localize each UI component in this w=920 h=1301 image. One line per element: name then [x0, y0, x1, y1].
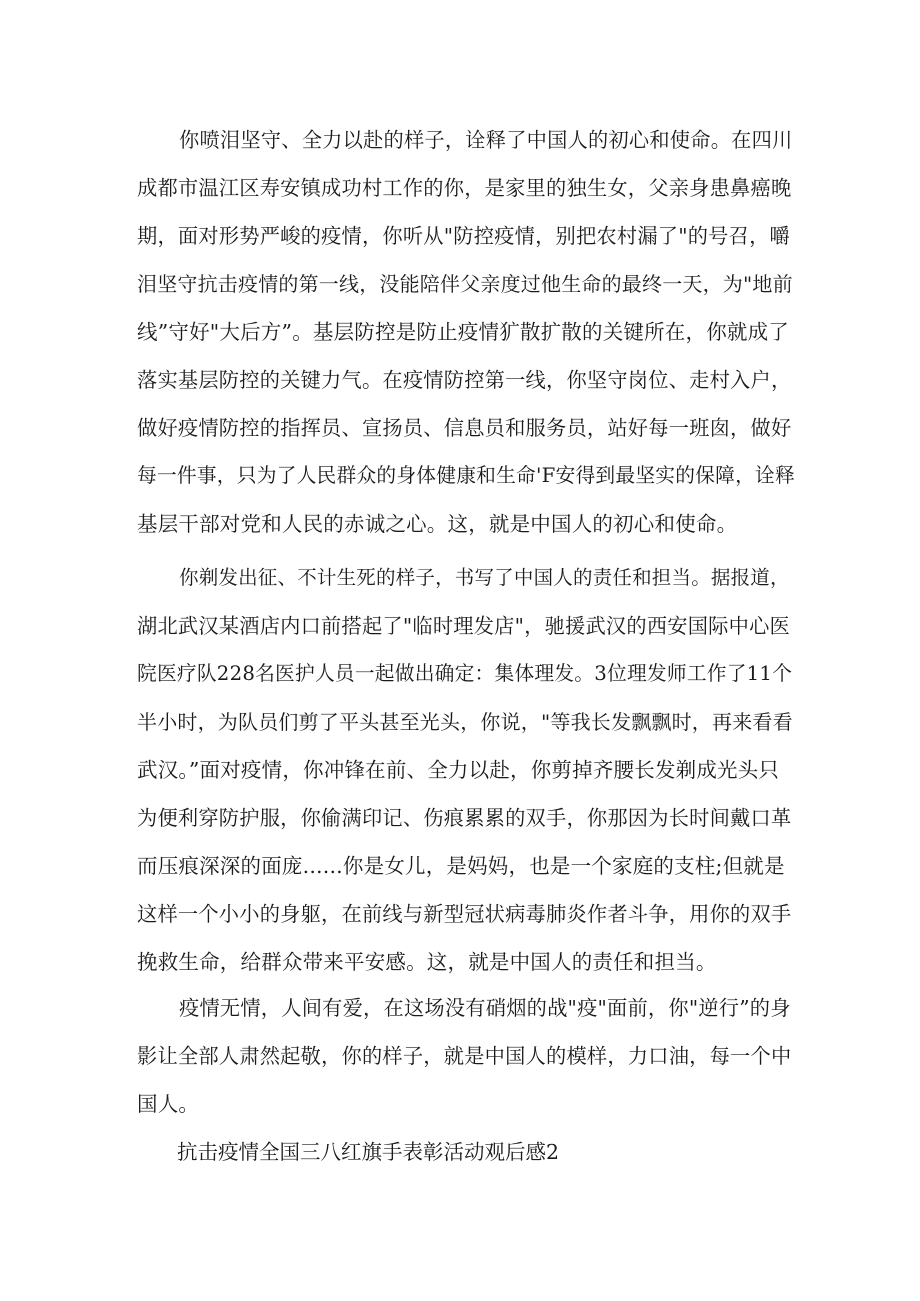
paragraph-1-line: 期，面对形势严峻的疫情，你听从"防控疫情，别把农村漏了"的号召，嚼 — [137, 224, 790, 248]
paragraph-3 — [137, 984, 797, 1128]
paragraph-1-line: 每一件事，只为了人民群众的身体健康和生命'F安得到最坚实的保障，诠释 — [137, 464, 795, 487]
paragraph-3-line: 国人。 — [137, 1092, 200, 1116]
paragraph-2-line: 你剃发出征、不计生死的样子，书写了中国人的责任和担当。据报道， — [179, 566, 790, 589]
paragraph-3-line: 疫情无情，人间有爱，在这场没有硝烟的战"疫"面前，你"逆行”的身 — [179, 996, 791, 1020]
paragraph-2 — [137, 554, 797, 986]
paragraph-2-line: 半小时，为队员们剪了平头甚至光头，你说，"等我长发飘飘时，再来看看 — [137, 710, 793, 734]
paragraph-1-line: 你喷泪坚守、全力以赴的样子，诠释了中国人的初心和使命。在四川 — [179, 128, 793, 152]
paragraph-1-line: 成都市温江区寿安镇成功村工作的你，是家里的独生女，父亲身患鼻癌晚 — [137, 176, 792, 200]
paragraph-3-line: 影让全部人肃然起敬，你的样子，就是中国人的模样，力口油，每一个中 — [137, 1044, 792, 1068]
paragraph-2-line: 武汉。”面对疫情，你冲锋在前、全力以赴，你剪掉齐腰长发剃成光头只 — [137, 758, 780, 782]
paragraph-1 — [137, 116, 797, 548]
paragraph-2-line: 湖北武汉某酒店内口前搭起了"临时理发店"，驰援武汉的西安国际中心医 — [137, 614, 790, 638]
paragraph-2-line: 院医疗队228名医护人员一起做出确定：集体理发。3位理发师工作了11个 — [137, 662, 793, 685]
paragraph-1-line: 落实基层防控的关键力气。在疫情防控第一线，你坚守岗位、走村入户， — [137, 368, 792, 392]
paragraph-2-line: 而压痕深深的面庞......你是女儿，是妈妈，也是一个家庭的支柱;但就是 — [137, 854, 785, 878]
paragraph-1-line: 基层干部对党和人民的赤诚之心。这，就是中国人的初心和使命。 — [137, 512, 738, 536]
paragraph-1-line: 泪坚守抗击疫情的第一线，没能陪伴父亲度过他生命的最终一天，为"地前 — [137, 272, 793, 296]
paragraph-2-line: 为便利穿防护服，你偷满印记、伤痕累累的双手，你那因为长时间戴口革 — [137, 806, 792, 830]
paragraph-2-line: 挽救生命，给群众带来平安感。这，就是中国人的责任和担当。 — [137, 950, 717, 974]
paragraph-2-line: 这样一个小小的身躯，在前线与新型冠状病毒肺炎作者斗争，用你的双手 — [137, 902, 792, 926]
paragraph-1-line: 线”守好"大后方”。基层防控是防止疫情犷散扩散的关键所在，你就成了 — [137, 320, 789, 344]
paragraph-1-line: 做好疫情防控的指挥员、宣扬员、信息员和服务员，站好每一班囱，做好 — [137, 416, 792, 440]
section-heading: 抗击疫情全国三八红旗手表彰活动观后感2 — [177, 1140, 560, 1164]
